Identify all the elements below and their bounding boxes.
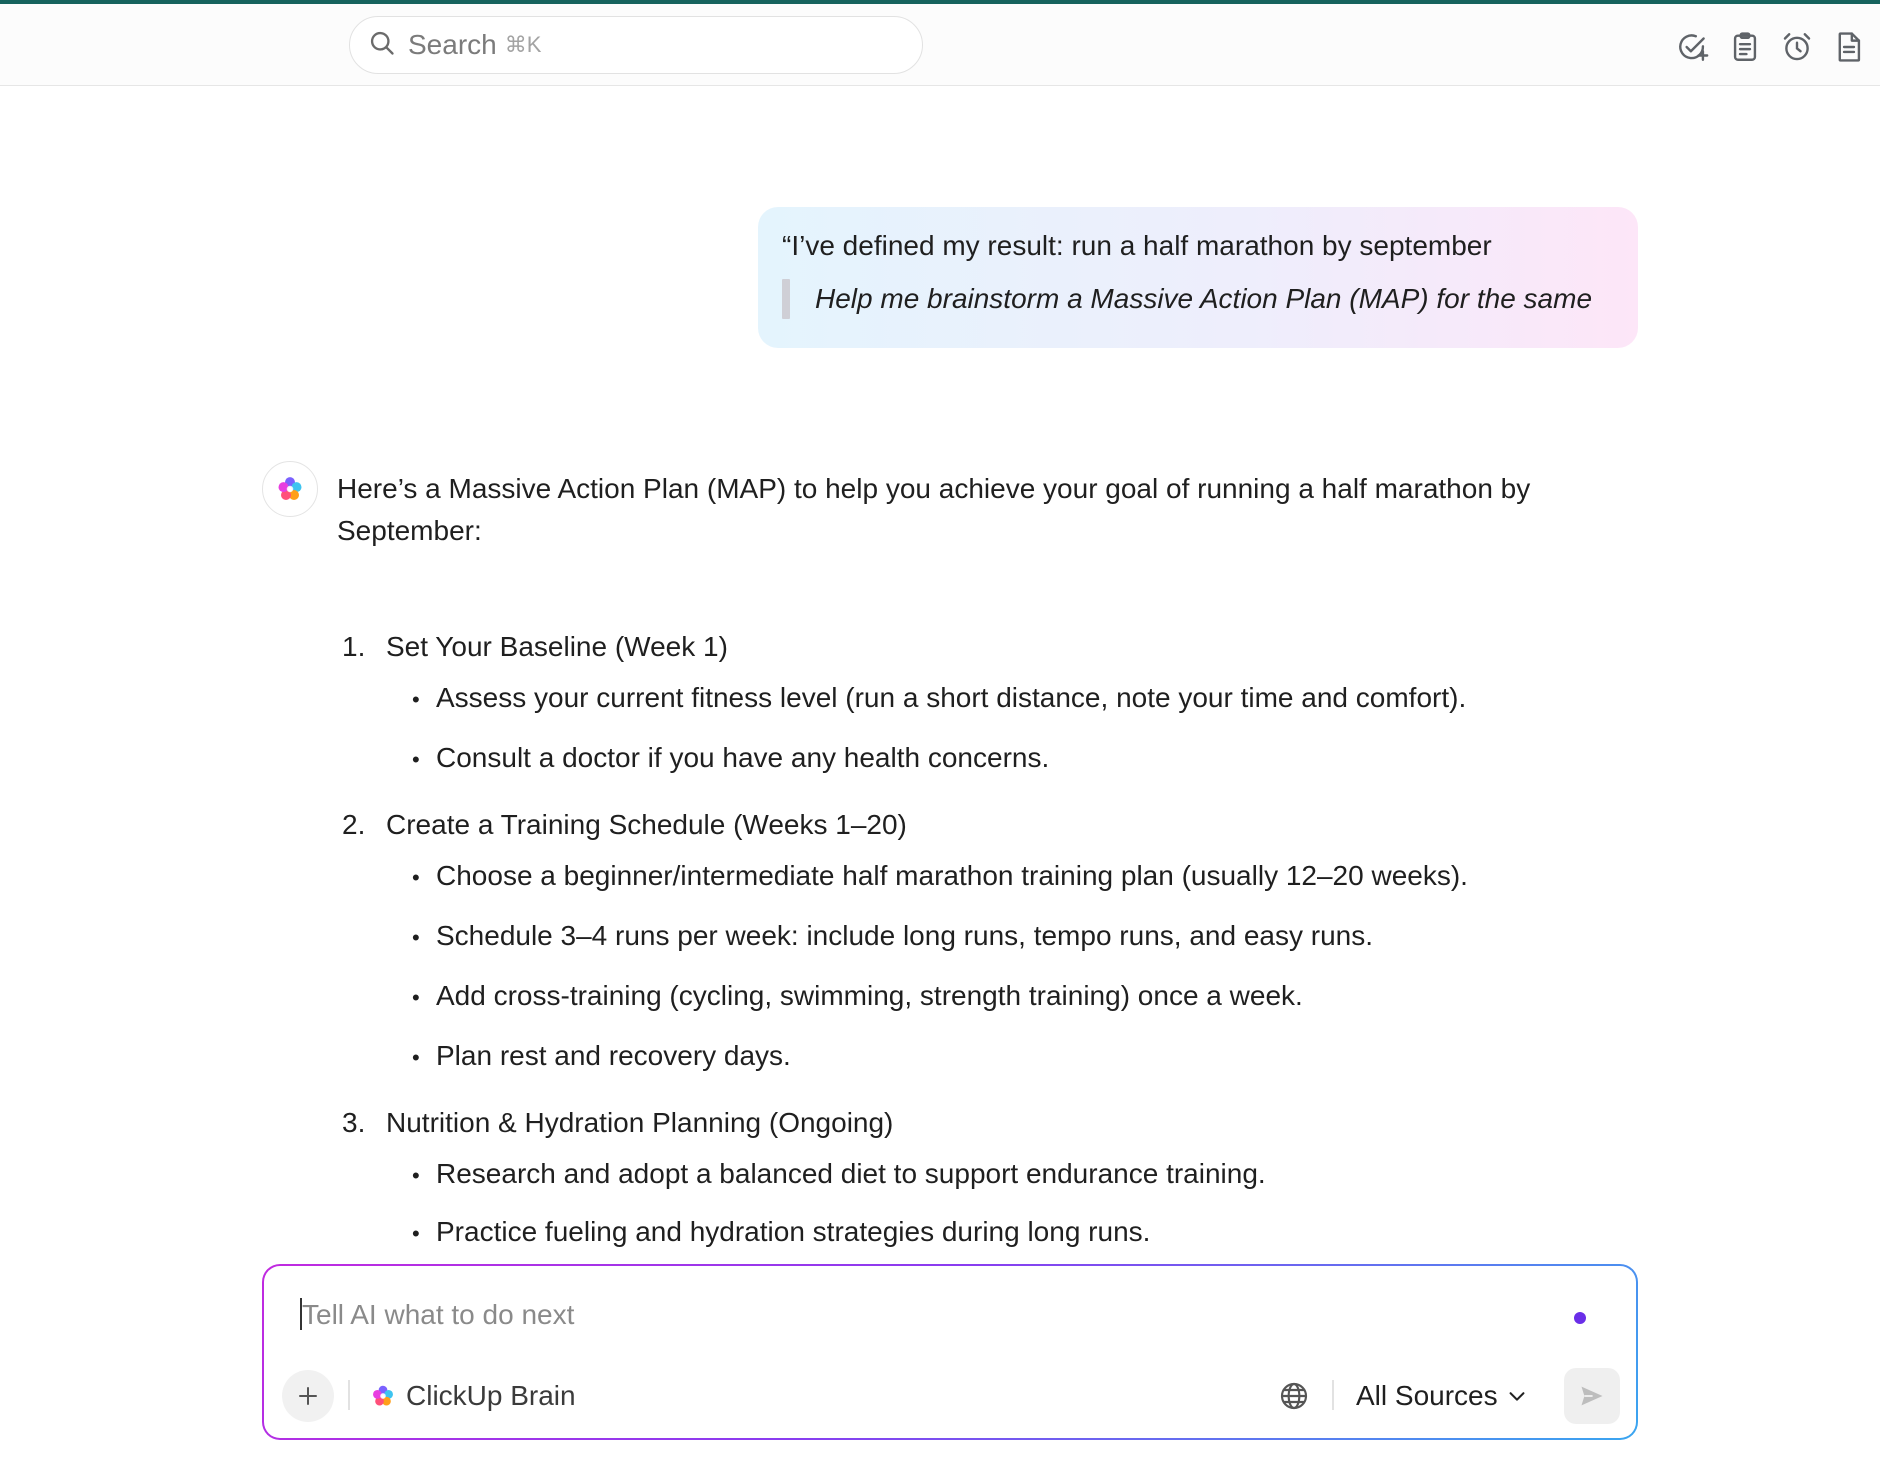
ai-avatar bbox=[262, 461, 318, 517]
list-item: • Practice fueling and hydration strategies during long runs. bbox=[412, 1216, 1151, 1247]
send-icon bbox=[1578, 1382, 1606, 1410]
clipboard-icon[interactable] bbox=[1728, 30, 1762, 64]
list-item: • Assess your current fitness level (run a short distance, note your time and comfort). bbox=[412, 682, 1467, 713]
list-item: • Schedule 3–4 runs per week: include long runs, tempo runs, and easy runs. bbox=[412, 920, 1374, 951]
task-add-icon[interactable] bbox=[1676, 30, 1710, 64]
ai-response-list bbox=[0, 600, 1880, 1247]
list-item: • Plan rest and recovery days. bbox=[412, 1040, 791, 1071]
globe-icon[interactable] bbox=[1278, 1380, 1310, 1412]
quote-bar bbox=[782, 279, 790, 319]
clickup-brain-icon bbox=[370, 1383, 396, 1409]
list-item: • Consult a doctor if you have any health concerns. bbox=[412, 742, 1050, 773]
step-item: 2. Create a Training Schedule (Weeks 1–20) bbox=[342, 809, 907, 840]
step-item: 1. Set Your Baseline (Week 1) bbox=[342, 631, 728, 662]
search-shortcut: ⌘K bbox=[504, 32, 542, 57]
divider bbox=[1332, 1380, 1334, 1410]
list-item: • Research and adopt a balanced diet to support endurance training. bbox=[412, 1158, 1266, 1189]
brain-label: ClickUp Brain bbox=[406, 1380, 576, 1411]
document-icon[interactable] bbox=[1832, 30, 1866, 64]
sources-dropdown[interactable] bbox=[1356, 1376, 1528, 1416]
plus-icon bbox=[296, 1384, 320, 1408]
status-dot bbox=[1574, 1312, 1586, 1324]
ai-prompt-input[interactable] bbox=[302, 1296, 1502, 1334]
step-item: 3. Nutrition & Hydration Planning (Ongoing) bbox=[342, 1107, 894, 1138]
chevron-down-icon bbox=[1506, 1385, 1528, 1407]
ai-response-intro: Here’s a Massive Action Plan (MAP) to help you achieve your goal of running a half marathon by September: bbox=[337, 473, 1531, 546]
list-item: • Choose a beginner/intermediate half marathon training plan (usually 12–20 weeks). bbox=[412, 860, 1468, 891]
ai-composer bbox=[262, 1264, 1638, 1440]
search-label: Search bbox=[408, 29, 497, 60]
toolbar-icons bbox=[1676, 30, 1866, 64]
top-bar bbox=[0, 4, 1880, 86]
search-bar[interactable] bbox=[349, 16, 923, 74]
user-message-quote bbox=[782, 279, 1614, 319]
divider bbox=[348, 1380, 350, 1410]
list-item: • Add cross-training (cycling, swimming, strength training) once a week. bbox=[412, 980, 1303, 1011]
user-message-bubble bbox=[758, 207, 1638, 348]
clickup-brain-selector[interactable] bbox=[370, 1376, 576, 1416]
user-message-text: “I’ve defined my result: run a half marathon by september bbox=[782, 230, 1492, 261]
send-button[interactable] bbox=[1564, 1368, 1620, 1424]
search-icon bbox=[368, 29, 396, 62]
sources-label: All Sources bbox=[1356, 1380, 1498, 1411]
composer-inner bbox=[264, 1266, 1636, 1438]
quote-text: Help me brainstorm a Massive Action Plan (MAP) for the same bbox=[815, 283, 1593, 314]
add-attachment-button[interactable] bbox=[282, 1370, 334, 1422]
alarm-clock-icon[interactable] bbox=[1780, 30, 1814, 64]
clickup-brain-logo-icon bbox=[275, 474, 305, 504]
